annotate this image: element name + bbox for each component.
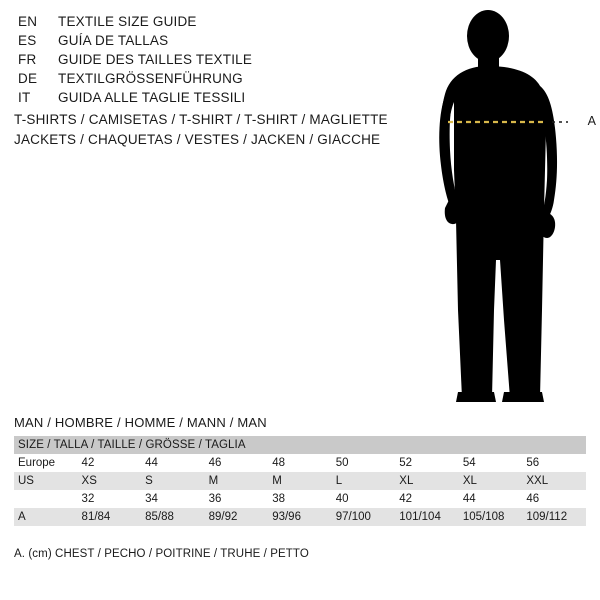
language-code: IT [18,90,31,105]
language-code: FR [18,52,37,67]
table-row [14,490,586,508]
figure-svg [400,10,600,405]
language-list [18,14,388,109]
row-label: A [14,508,78,526]
row-cell: 44 [141,454,205,472]
row-cell: 54 [459,454,523,472]
row-cell: XS [78,472,142,490]
language-row [18,71,388,90]
language-code: ES [18,33,37,48]
row-cell: 42 [78,454,142,472]
row-cell: M [205,472,269,490]
language-text: TEXTILGRÖSSENFÜHRUNG [58,71,243,86]
row-cell: 32 [78,490,142,508]
table-header-row [14,436,586,454]
language-row [18,33,388,52]
row-cell: L [332,472,396,490]
row-cell: XXL [522,472,586,490]
language-text: TEXTILE SIZE GUIDE [58,14,197,29]
row-cell: 97/100 [332,508,396,526]
table-row [14,454,586,472]
row-cell: 46 [205,454,269,472]
row-cell: 48 [268,454,332,472]
row-cell: 56 [522,454,586,472]
row-cell: 36 [205,490,269,508]
language-row [18,14,388,33]
language-row [18,90,388,109]
row-cell: 85/88 [141,508,205,526]
category-jackets: JACKETS / CHAQUETAS / VESTES / JACKEN / GIACCHE [14,132,381,147]
row-cell: S [141,472,205,490]
row-cell: 52 [395,454,459,472]
size-table [14,436,586,526]
language-text: GUÍA DE TALLAS [58,33,169,48]
category-list [14,110,414,150]
row-cell: 89/92 [205,508,269,526]
row-cell: 42 [395,490,459,508]
row-cell: 34 [141,490,205,508]
language-row [18,52,388,71]
row-cell: 50 [332,454,396,472]
language-text: GUIDA ALLE TAGLIE TESSILI [58,90,246,105]
row-cell: 109/112 [522,508,586,526]
row-cell: 46 [522,490,586,508]
row-label: US [14,472,78,490]
male-figure-illustration [400,10,600,405]
chest-marker-label: A [587,114,596,128]
language-text: GUIDE DES TAILLES TEXTILE [58,52,253,67]
footnote: A. (cm) CHEST / PECHO / POITRINE / TRUHE / PETTO [14,548,309,560]
table-title: MAN / HOMBRE / HOMME / MANN / MAN [14,415,267,430]
category-tshirts: T-SHIRTS / CAMISETAS / T-SHIRT / T-SHIRT / MAGLIETTE [14,112,388,127]
language-code: EN [18,14,38,29]
table-header-label: SIZE / TALLA / TAILLE / GRÖSSE / TAGLIA [14,436,586,454]
row-cell: 81/84 [78,508,142,526]
language-code: DE [18,71,38,86]
row-cell: 44 [459,490,523,508]
row-cell: 93/96 [268,508,332,526]
row-cell: XL [459,472,523,490]
row-cell: 101/104 [395,508,459,526]
row-cell: 105/108 [459,508,523,526]
row-cell: 38 [268,490,332,508]
row-cell: 40 [332,490,396,508]
row-label [14,490,78,508]
size-table-section [14,415,586,526]
row-label: Europe [14,454,78,472]
table-row [14,472,586,490]
row-cell: M [268,472,332,490]
table-row [14,508,586,526]
row-cell: XL [395,472,459,490]
